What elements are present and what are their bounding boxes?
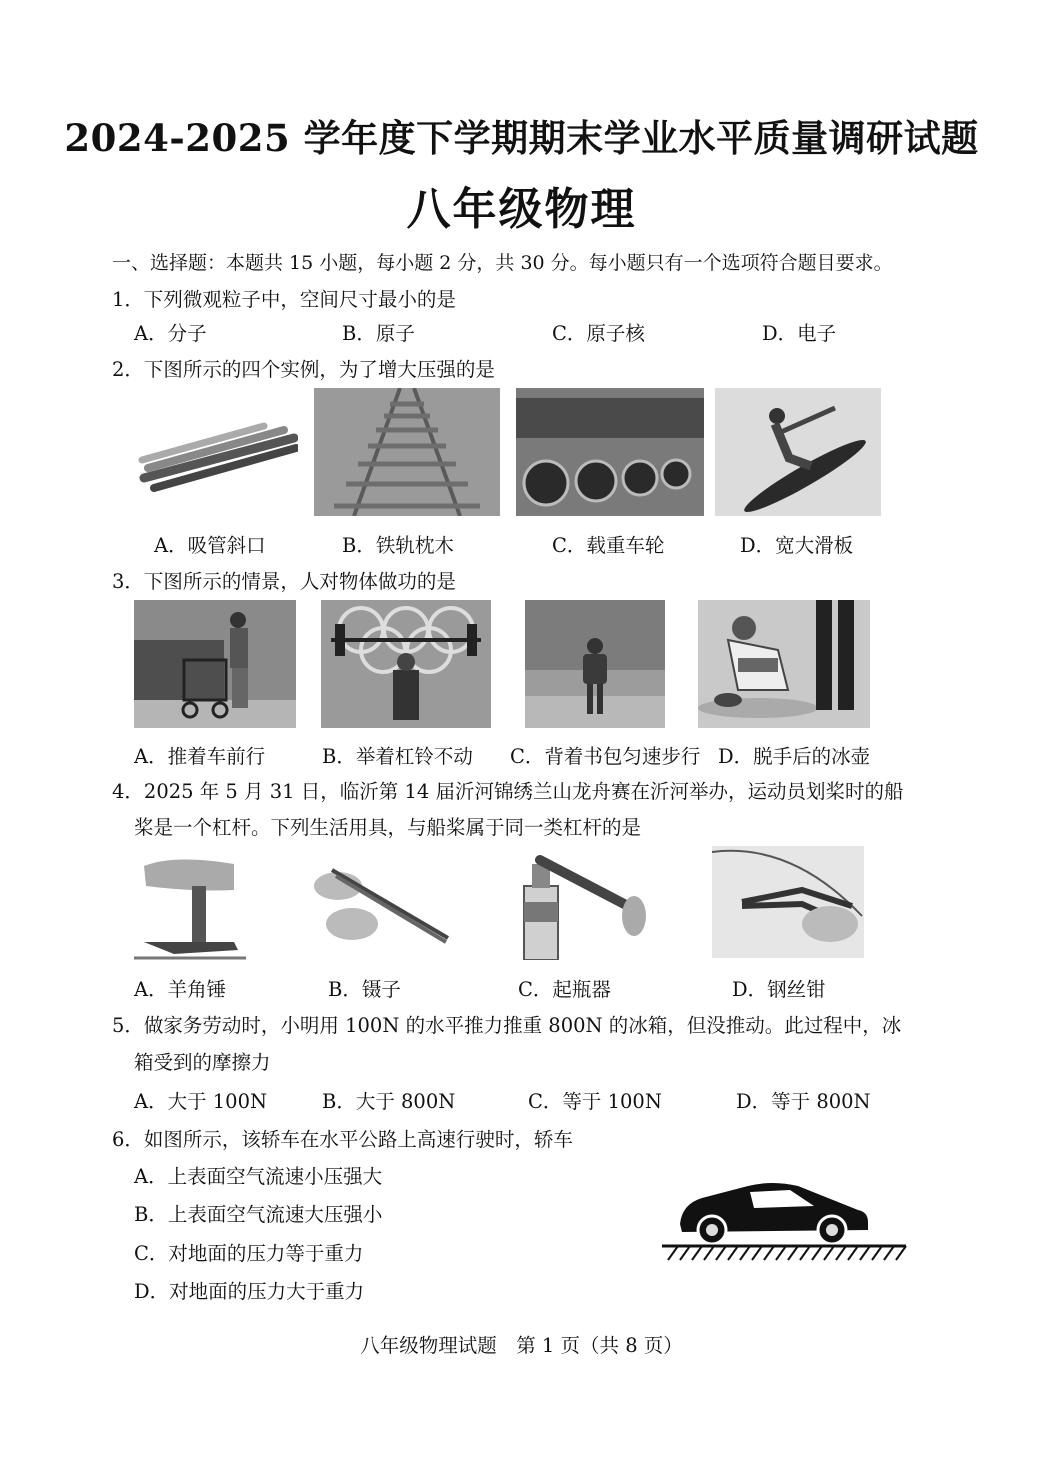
q4-option-d: D．钢丝钳 bbox=[732, 978, 826, 1001]
q5-option-c: C．等于 100N bbox=[528, 1090, 662, 1113]
q4-option-b: B．镊子 bbox=[328, 978, 401, 1001]
exam-subtitle: 八年级物理 bbox=[406, 184, 637, 235]
wire-pliers-icon bbox=[712, 846, 864, 958]
q3-option-c: C．背着书包匀速步行 bbox=[510, 745, 701, 768]
q2-option-a: A．吸管斜口 bbox=[154, 534, 266, 557]
section-heading: 一、选择题：本题共 15 小题，每小题 2 分，共 30 分。每小题只有一个选项符合题目要求。 bbox=[112, 252, 893, 274]
stroller-icon bbox=[134, 600, 296, 728]
q3-option-b: B．举着杠铃不动 bbox=[322, 745, 473, 768]
q6-option-c: C．对地面的压力等于重力 bbox=[134, 1242, 364, 1265]
q6-option-b: B．上表面空气流速大压强小 bbox=[134, 1203, 383, 1226]
q2-option-d: D．宽大滑板 bbox=[740, 534, 854, 557]
q5-option-d: D．等于 800N bbox=[736, 1090, 871, 1113]
q2-option-b: B．铁轨枕木 bbox=[342, 534, 454, 557]
q4-option-c: C．起瓶器 bbox=[518, 978, 611, 1001]
q1-option-c: C．原子核 bbox=[552, 322, 645, 345]
q3-stem: 3．下图所示的情景，人对物体做功的是 bbox=[112, 570, 456, 593]
straws-icon bbox=[134, 408, 298, 500]
curling-icon bbox=[698, 600, 870, 728]
q6-option-d: D．对地面的压力大于重力 bbox=[134, 1280, 365, 1303]
q1-option-d: D．电子 bbox=[762, 322, 837, 345]
q4-option-a: A．羊角锤 bbox=[134, 978, 227, 1001]
weightlifter-icon bbox=[321, 600, 491, 728]
q4-stem-line2: 桨是一个杠杆。下列生活用具，与船桨属于同一类杠杆的是 bbox=[134, 816, 642, 839]
q1-option-a: A．分子 bbox=[134, 322, 207, 345]
q5-stem-line2: 箱受到的摩擦力 bbox=[134, 1051, 271, 1074]
railway-track-icon bbox=[314, 388, 500, 516]
q4-stem-line1: 4．2025 年 5 月 31 日，临沂第 14 届沂河锦绣兰山龙舟赛在沂河举办，运动员划桨时的船 bbox=[112, 780, 904, 803]
snowboard-icon bbox=[715, 388, 881, 516]
schoolbag-walker-icon bbox=[525, 600, 665, 728]
q3-option-d: D．脱手后的冰壶 bbox=[718, 745, 871, 768]
exam-title: 2024-2025 学年度下学期期末学业水平质量调研试题 bbox=[64, 116, 979, 160]
tweezers-icon bbox=[312, 846, 452, 960]
q5-option-b: B．大于 800N bbox=[322, 1090, 456, 1113]
q6-option-a: A．上表面空气流速小压强大 bbox=[134, 1165, 383, 1188]
q5-stem-line1: 5．做家务劳动时，小明用 100N 的水平推力推重 800N 的冰箱，但没推动。此过程中，冰 bbox=[112, 1014, 902, 1037]
q2-stem: 2．下图所示的四个实例，为了增大压强的是 bbox=[112, 358, 495, 381]
q5-option-a: A．大于 100N bbox=[134, 1090, 268, 1113]
q3-option-a: A．推着车前行 bbox=[134, 745, 266, 768]
truck-wheels-icon bbox=[516, 388, 704, 516]
q1-stem: 1．下列微观粒子中，空间尺寸最小的是 bbox=[112, 288, 456, 311]
q6-stem: 6．如图所示，该轿车在水平公路上高速行驶时，轿车 bbox=[112, 1128, 573, 1151]
bottle-opener-icon bbox=[518, 846, 646, 960]
claw-hammer-icon bbox=[134, 846, 246, 960]
q1-option-b: B．原子 bbox=[342, 322, 415, 345]
page-footer: 八年级物理试题 第 1 页（共 8 页） bbox=[360, 1334, 683, 1357]
sedan-car-icon bbox=[662, 1164, 908, 1268]
q2-option-c: C．载重车轮 bbox=[552, 534, 665, 557]
